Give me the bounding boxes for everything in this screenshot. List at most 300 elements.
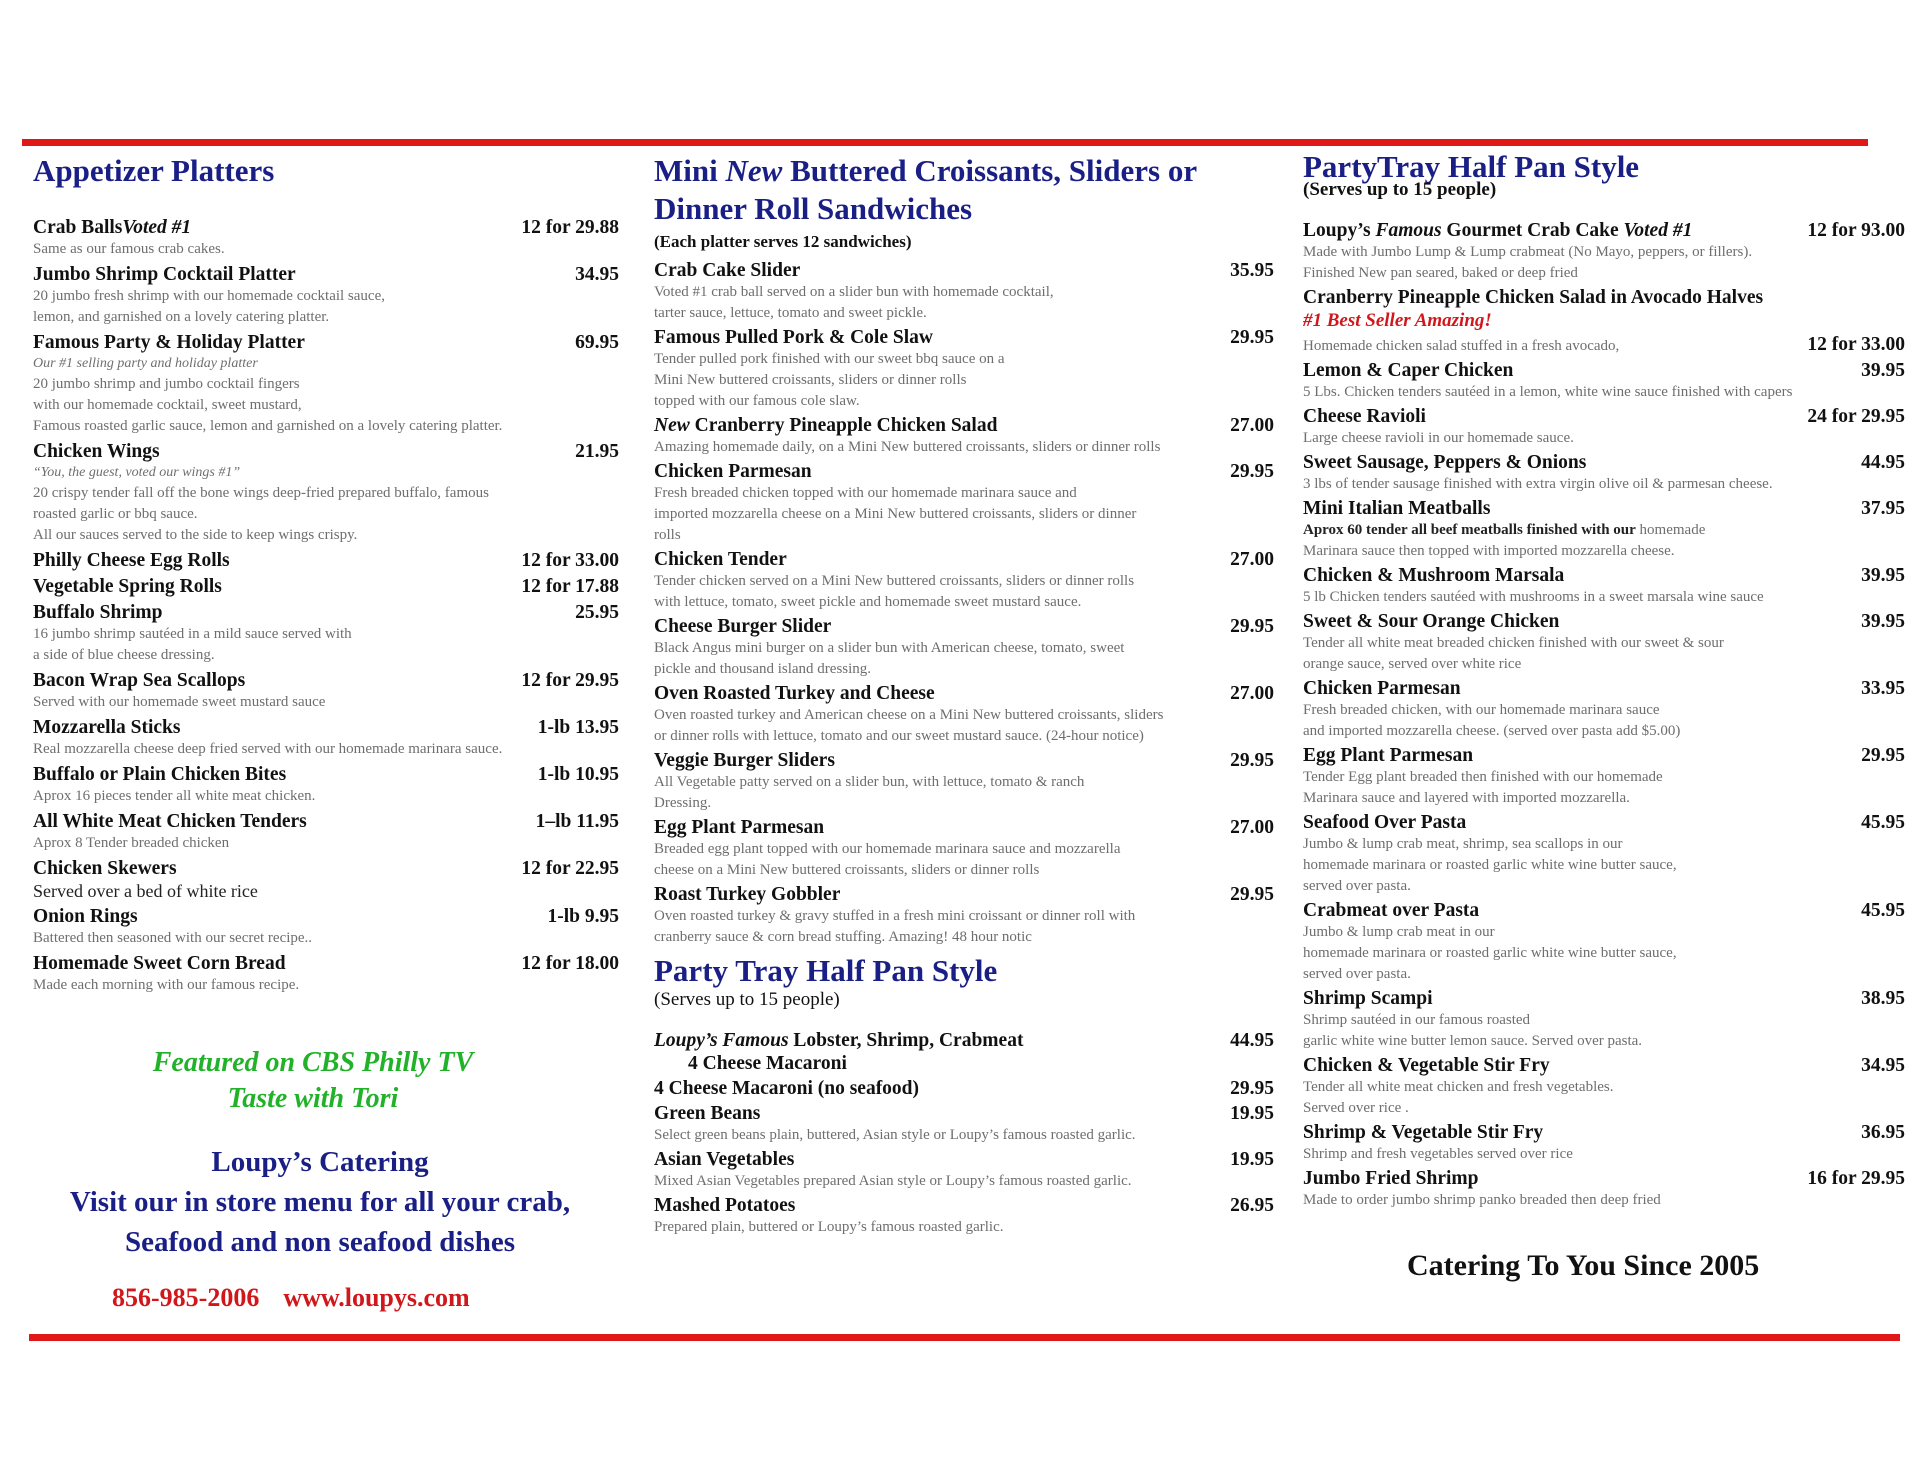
featured-line-2: Taste with Tori [227,1083,399,1114]
item-name [1303,359,1513,382]
item-name-text: Jumbo Fried Shrimp [1303,1168,1479,1189]
item-description: homemade marinara or roasted garlic white wine butter sauce, [1303,857,1677,873]
item-price: 38.95 [1861,988,1905,1009]
item-name-text: Lemon & Caper Chicken [1303,360,1514,381]
item-description: 5 Lbs. Chicken tenders sautéed in a lemon, white wine sauce finished with capers [1303,384,1793,400]
item-name [654,615,831,638]
item-row [654,1077,1274,1100]
item-name-text: Chicken Tender [654,549,787,570]
item-row [1303,610,1905,633]
sandwich-subtitle: (Each platter serves 12 sandwiches) [654,232,912,251]
item-row [654,1102,1274,1125]
item-name-text: Famous Party & Holiday Platter [33,332,305,353]
item-row [654,615,1274,638]
item-price: 27.00 [1230,549,1274,570]
item-name-text: Roast Turkey Gobbler [654,884,841,905]
item-description: Famous roasted garlic sauce, lemon and garnished on a lovely catering platter. [33,418,503,434]
item-description: 20 jumbo fresh shrimp with our homemade cocktail sauce, [33,288,385,304]
item-price: 39.95 [1861,611,1905,632]
item-row [33,601,619,624]
item-price: 19.95 [1230,1103,1274,1124]
menu-item [1303,899,1905,985]
item-row [654,1029,1274,1052]
item-name-text: Crabmeat over Pasta [1303,900,1480,921]
menu-item [33,601,619,666]
menu-item [654,1148,1274,1192]
item-name [1303,219,1692,242]
item-description: Made to order jumbo shrimp panko breaded then deep fried [1303,1192,1661,1208]
item-price: 12 for 29.95 [521,670,619,691]
item-price: 39.95 [1861,360,1905,381]
menu-item [654,749,1274,814]
catering-since: Catering To You Since 2005 [1407,1249,1760,1282]
item-note: Our #1 selling party and holiday platter [33,356,258,371]
item-price: 44.95 [1230,1030,1274,1051]
item-description: Shrimp sautéed in our famous roasted [1303,1012,1531,1028]
item-price: 27.00 [1230,817,1274,838]
item-description: Real mozzarella cheese deep fried served with our homemade marinara sauce. [33,741,503,757]
item-name [33,857,177,880]
menu-item [654,326,1274,412]
half-pan-subtitle: (Serves up to 15 people) [1303,179,1497,200]
item-price: 33.95 [1861,678,1905,699]
visit-line-3: Seafood and non seafood dishes [125,1226,515,1258]
menu-item [33,810,619,854]
item-name-text: Veggie Burger Sliders [654,750,835,771]
item-row [654,414,1274,437]
half-pan-title: PartyTray Half Pan Style [1303,149,1640,184]
menu-item [1303,1121,1905,1165]
menu-item [33,952,619,996]
item-price: 12 for 33.00 [1807,334,1905,355]
item-name [654,1102,760,1125]
featured-callout [33,1045,593,1117]
sandwich-list [654,259,1274,948]
visit-line-1: Loupy’s Catering [211,1146,429,1178]
item-price: 34.95 [1861,1055,1905,1076]
item-row [654,548,1274,571]
item-name-text: Shrimp & Vegetable Stir Fry [1303,1122,1544,1143]
menu-item [654,414,1274,458]
item-row [1303,219,1905,242]
item-name-text: Sweet & Sour Orange Chicken [1303,611,1560,632]
item-row [1303,987,1905,1010]
item-name [654,1148,794,1171]
item-description: Made each morning with our famous recipe. [33,977,300,993]
item-name-text: Buffalo Shrimp [33,602,163,623]
item-name: 4 Cheese Macaroni [688,1053,847,1074]
item-description: Tender all white meat breaded chicken finished with our sweet & sour [1303,635,1724,651]
item-name [654,682,935,705]
item-name [654,883,840,906]
menu-item [654,1194,1274,1238]
item-price: 19.95 [1230,1149,1274,1170]
menu-item [654,682,1274,747]
item-name-text: Cranberry Pineapple Chicken Salad [689,415,998,436]
item-name-text: 4 Cheese Macaroni (no seafood) [654,1078,920,1099]
item-description: Voted #1 crab ball served on a slider bun with homemade cocktail, [654,284,1054,300]
menu-item [33,331,619,437]
item-description: Shrimp and fresh vegetables served over rice [1303,1146,1573,1162]
item-description: Finished New pan seared, baked or deep fried [1303,265,1578,281]
item-price: 45.95 [1861,900,1905,921]
item-row [33,575,619,598]
menu-item [654,1077,1274,1100]
item-desc-row [1303,333,1905,357]
item-name-text: Crab Cake Slider [654,260,801,281]
item-description: homemade marinara or roasted garlic white wine butter sauce, [1303,945,1677,961]
menu-item [654,883,1274,948]
item-name [654,1194,795,1217]
menu-item [654,1102,1274,1146]
item-description: Tender pulled pork finished with our sweet bbq sauce on a [654,351,1005,367]
item-name [654,460,812,483]
item-name-text: Crab Balls [33,217,123,238]
menu-item [1303,286,1905,357]
menu-item [1303,497,1905,562]
item-name-text: Cranberry Pineapple Chicken Salad in Avocado Halves [1303,287,1764,308]
item-name [1303,899,1479,922]
item-row [654,816,1274,839]
item-price: 29.95 [1230,884,1274,905]
item-name-text: Mozzarella Sticks [33,717,181,738]
item-description: All our sauces served to the side to keep wings crispy. [33,527,358,543]
item-name-text: Egg Plant Parmesan [654,817,825,838]
item-prefix: Loupy’s Famous [654,1030,789,1051]
item-price: 69.95 [575,332,619,353]
item-description: served over pasta. [1303,966,1411,982]
menu-item [654,816,1274,881]
item-description: Oven roasted turkey and American cheese on a Mini New buttered croissants, sliders [654,707,1164,723]
menu-item [1303,359,1905,403]
item-description: Tender all white meat chicken and fresh vegetables. [1303,1079,1614,1095]
item-price: 29.95 [1230,327,1274,348]
item-description: Select green beans plain, buttered, Asian style or Loupy’s famous roasted garlic. [654,1127,1136,1143]
item-name [33,575,222,598]
appetizer-column [33,152,619,996]
item-name-text: Cheese Burger Slider [654,616,832,637]
item-description: Jumbo & lump crab meat in our [1303,924,1495,940]
item-price: 12 for 33.00 [521,550,619,571]
item-row [654,682,1274,705]
item-price: 12 for 22.95 [521,858,619,879]
item-name-text: Vegetable Spring Rolls [33,576,222,597]
item-name-text: Mini Italian Meatballs [1303,498,1491,519]
item-name-text: Chicken Parmesan [1303,678,1461,699]
item-name [654,816,824,839]
menu-item [33,549,619,572]
item-row [654,883,1274,906]
item-description: Large cheese ravioli in our homemade sauce. [1303,430,1574,446]
item-row [1303,286,1905,309]
menu-item [654,1029,1274,1075]
half-pan-column [1303,148,1905,1211]
item-description: Oven roasted turkey & gravy stuffed in a fresh mini croissant or dinner roll with [654,908,1136,924]
item-name [33,905,138,928]
item-name [654,414,997,437]
item-description: cheese on a Mini New buttered croissants, sliders or dinner rolls [654,862,1040,878]
item-name-text: Cheese Ravioli [1303,406,1426,427]
item-row [33,216,619,239]
menu-item [1303,405,1905,449]
item-row [1303,497,1905,520]
item-name [33,440,160,463]
featured-line-1: Featured on CBS Philly TV [152,1047,474,1078]
item-name-text: Mashed Potatoes [654,1195,796,1216]
menu-item [1303,811,1905,897]
item-name [33,952,286,975]
item-row [33,952,619,975]
item-description: Served with our homemade sweet mustard sauce [33,694,326,710]
item-price: 26.95 [1230,1195,1274,1216]
item-name [1303,610,1559,633]
item-name-text: Jumbo Shrimp Cocktail Platter [33,264,296,285]
item-name [654,1029,1023,1052]
menu-item [33,263,619,328]
menu-item [1303,987,1905,1052]
item-description: Aprox 8 Tender breaded chicken [33,835,230,851]
item-description-tail: homemade [1635,522,1706,538]
item-name-text: Chicken & Mushroom Marsala [1303,565,1565,586]
item-price: 24 for 29.95 [1807,406,1905,427]
item-price: 29.95 [1230,461,1274,482]
item-description: Mixed Asian Vegetables prepared Asian style or Loupy’s famous roasted garlic. [654,1173,1132,1189]
item-row [654,1148,1274,1171]
item-description: Mini New buttered croissants, sliders or dinner rolls [654,372,967,388]
appetizer-title: Appetizer Platters [33,153,275,188]
item-price: 12 for 17.88 [521,576,619,597]
menu-item [33,575,619,598]
item-name [33,716,180,739]
item-row [654,326,1274,349]
item-price: 16 for 29.95 [1807,1168,1905,1189]
visit-line-2: Visit our in store menu for all your crab, [69,1186,571,1218]
item-row [654,259,1274,282]
item-description: Jumbo & lump crab meat, shrimp, sea scallops in our [1303,836,1623,852]
item-name-text: Seafood Over Pasta [1303,812,1467,833]
party-tray-title: Party Tray Half Pan Style [654,953,998,988]
item-price: 25.95 [575,602,619,623]
item-name-text: Gourmet Crab Cake [1441,220,1624,241]
menu-item [1303,677,1905,742]
item-name-text: Chicken Skewers [33,858,177,879]
item-description: All Vegetable patty served on a slider bun, with lettuce, tomato & ranch [654,774,1085,790]
phone-number[interactable]: 856-985-2006 [112,1283,260,1312]
sandwich-title: Mini New Buttered Croissants, Sliders or Dinner Roll Sandwiches [654,153,1197,226]
item-name [33,810,307,833]
item-description: Tender Egg plant breaded then finished with our homemade [1303,769,1663,785]
item-description: topped with our famous cole slaw. [654,393,860,409]
item-row [1303,811,1905,834]
menu-item [1303,219,1905,284]
item-name-text: Bacon Wrap Sea Scallops [33,670,246,691]
item-name [33,216,191,239]
item-description: Tender chicken served on a Mini New buttered croissants, sliders or dinner rolls [654,573,1135,589]
item-description: Same as our famous crab cakes. [33,241,225,257]
item-price: 37.95 [1861,498,1905,519]
item-name-line2 [654,1052,1274,1075]
item-row [33,331,619,354]
item-row [1303,405,1905,428]
item-row [1303,1121,1905,1144]
item-name [1303,564,1564,587]
item-description: Amazing homemade daily, on a Mini New buttered croissants, sliders or dinner rolls [654,439,1161,455]
half-pan-list [1303,219,1905,1211]
item-price: 34.95 [575,264,619,285]
item-row [1303,744,1905,767]
item-row [654,1194,1274,1217]
item-name-text: Homemade Sweet Corn Bread [33,953,286,974]
item-description: served over pasta. [1303,878,1411,894]
item-row [33,669,619,692]
party-tray-subtitle: (Serves up to 15 people) [654,989,840,1010]
item-price: 12 for 29.88 [521,217,619,238]
item-name [1303,1167,1479,1190]
appetizer-list [33,216,619,996]
item-name [654,749,835,772]
item-name [33,763,286,786]
party-tray-list [654,1029,1274,1238]
item-description: Served over rice . [1303,1100,1409,1116]
item-name-text: Philly Cheese Egg Rolls [33,550,230,571]
item-price: 1-lb 13.95 [537,717,619,738]
menu-item [33,763,619,807]
item-description-bold-text: Aprox 60 tender all beef meatballs finished with our [1303,522,1636,538]
item-description: lemon, and garnished on a lovely catering platter. [33,309,330,325]
item-price: 35.95 [1230,260,1274,281]
item-row [33,905,619,928]
item-row [33,716,619,739]
item-description-bold [1303,520,1905,541]
item-name [33,549,230,572]
menu-item [654,259,1274,324]
item-row [1303,1167,1905,1190]
item-name [1303,451,1586,474]
item-name [654,1077,919,1100]
item-tag: Voted #1 [1623,220,1693,241]
item-name-text: Shrimp Scampi [1303,988,1433,1009]
item-price: 36.95 [1861,1122,1905,1143]
item-price: 1-lb 10.95 [537,764,619,785]
item-description: with lettuce, tomato, sweet pickle and homemade sweet mustard sauce. [654,594,1082,610]
item-name-text: Green Beans [654,1103,761,1124]
item-note: “You, the guest, voted our wings #1” [33,465,241,480]
menu-item [1303,451,1905,495]
item-description: rolls [654,527,681,543]
item-description: 5 lb Chicken tenders sautéed with mushrooms in a sweet marsala wine sauce [1303,589,1764,605]
item-description: 20 crispy tender fall off the bone wings deep-fried prepared buffalo, famous [33,485,489,501]
menu-item [1303,1167,1905,1211]
item-description: Marinara sauce and layered with imported mozzarella. [1303,790,1630,806]
item-description: Homemade chicken salad stuffed in a fresh avocado, [1303,338,1620,354]
item-row [1303,564,1905,587]
item-name-text: Oven Roasted Turkey and Cheese [654,683,935,704]
item-description: imported mozzarella cheese on a Mini New buttered croissants, sliders or dinner [654,506,1137,522]
menu-item [1303,744,1905,809]
item-name [1303,987,1432,1010]
item-name [33,669,245,692]
item-description: roasted garlic or bbq sauce. [33,506,198,522]
item-row [33,810,619,833]
menu-item [654,548,1274,613]
visit-callout [25,1142,615,1262]
website-link[interactable]: www.loupys.com [283,1283,470,1312]
item-name [1303,677,1461,700]
item-name-text: Asian Vegetables [654,1149,795,1170]
item-price: 29.95 [1230,616,1274,637]
item-price: 1-lb 9.95 [547,906,619,927]
item-name-text: Egg Plant Parmesan [1303,745,1474,766]
item-description: Fresh breaded chicken topped with our homemade marinara sauce and [654,485,1077,501]
item-name [1303,1121,1543,1144]
item-description: Aprox 16 pieces tender all white meat chicken. [33,788,316,804]
item-description: pickle and thousand island dressing. [654,661,872,677]
item-price: 27.00 [1230,415,1274,436]
item-name-text: Famous Pulled Pork & Cole Slaw [654,327,933,348]
item-name [1303,811,1466,834]
item-price: 1–lb 11.95 [535,811,619,832]
item-name-text: Lobster, Shrimp, Crabmeat [788,1030,1024,1051]
item-description: with our homemade cocktail, sweet mustard, [33,397,302,413]
item-description: a side of blue cheese dressing. [33,647,215,663]
item-price: 45.95 [1861,812,1905,833]
item-description: garlic white wine butter lemon sauce. Served over pasta. [1303,1033,1643,1049]
menu-item [33,905,619,949]
item-description: 20 jumbo shrimp and jumbo cocktail fingers [33,376,300,392]
item-name-text: Chicken & Vegetable Stir Fry [1303,1055,1550,1076]
menu-item [33,216,619,260]
item-row [33,263,619,286]
item-description: or dinner rolls with lettuce, tomato and our sweet mustard sauce. (24-hour notice) [654,728,1144,744]
item-prefix: Loupy’s [1303,220,1376,241]
item-row [1303,677,1905,700]
item-description: Fresh breaded chicken, with our homemade marinara sauce [1303,702,1660,718]
item-price: 12 for 18.00 [521,953,619,974]
item-name [33,601,162,624]
best-seller-badge: #1 Best Seller Amazing! [1303,310,1492,331]
menu-item [1303,610,1905,675]
menu-item [33,857,619,902]
menu-item [33,716,619,760]
item-row [33,763,619,786]
menu-item [1303,564,1905,608]
item-name-text: Chicken Parmesan [654,461,812,482]
item-price: 12 for 93.00 [1807,220,1905,241]
item-name [1303,497,1490,520]
item-name [1303,744,1473,767]
item-name-text: Onion Rings [33,906,138,927]
item-description: cranberry sauce & corn bread stuffing. Amazing! 48 hour notic [654,929,1032,945]
item-row [1303,899,1905,922]
item-name [33,331,305,354]
item-description: Made with Jumbo Lump & Lump crabmeat (No Mayo, peppers, or fillers). [1303,244,1753,260]
item-row [1303,451,1905,474]
menu-item [33,440,619,546]
item-row [1303,359,1905,382]
sandwich-column [654,152,1274,1238]
menu-item [654,460,1274,546]
item-name [654,259,800,282]
item-price: 44.95 [1861,452,1905,473]
menu-item [654,615,1274,680]
item-price: 29.95 [1861,745,1905,766]
item-name-text: Buffalo or Plain Chicken Bites [33,764,287,785]
item-description: Dressing. [654,795,712,811]
item-description: and imported mozzarella cheese. (served over pasta add $5.00) [1303,723,1681,739]
item-name-text: Chicken Wings [33,441,160,462]
item-price: 29.95 [1230,1078,1274,1099]
item-emphasis: Famous [1375,220,1442,241]
